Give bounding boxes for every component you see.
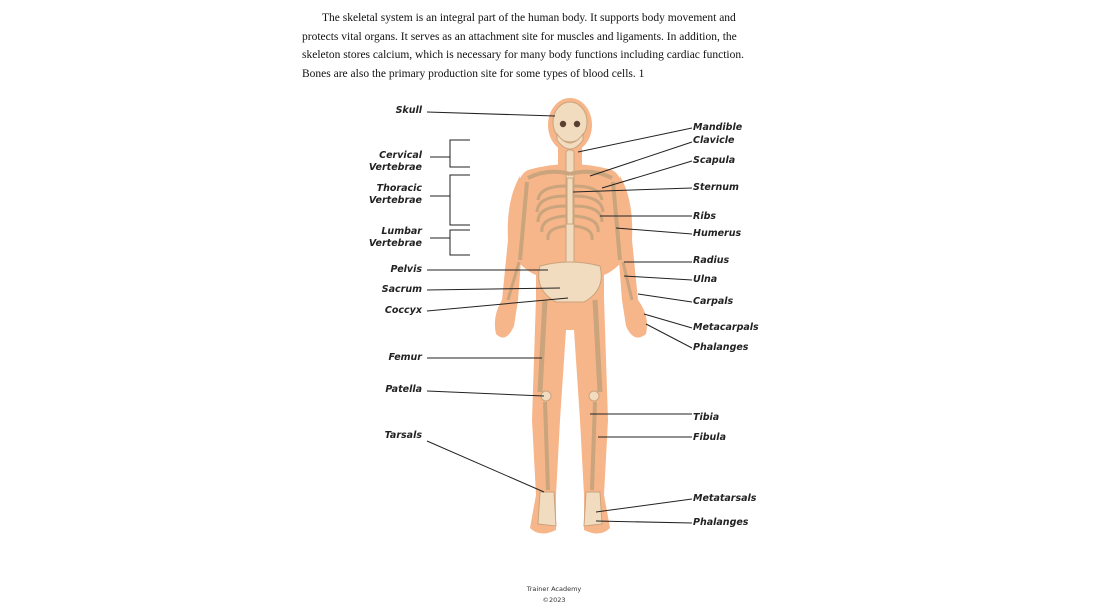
label-scapula: Scapula (693, 155, 736, 166)
label-metacarpals: Metacarpals (693, 322, 759, 333)
label-sacrum: Sacrum (381, 284, 422, 295)
label-patella: Patella (385, 384, 422, 395)
label-phalanges-hand: Phalanges (693, 342, 749, 353)
footer-org: Trainer Academy (526, 585, 582, 593)
intro-paragraph: The skeletal system is an integral part of the human body. It supports body movement and protects vital organs. It serves as an attachment site for muscles and ligaments. In addition, the skeleton stores calcium, which is necessary for many body functions including cardiac function. Bones are also the primary production site for some types of blood cells. 1 (302, 12, 744, 80)
label-cervical-vertebrae: Cervical Vertebrae (368, 150, 422, 173)
label-pelvis: Pelvis (390, 264, 422, 275)
label-clavicle: Clavicle (693, 135, 735, 146)
label-ribs: Ribs (693, 211, 717, 222)
label-lumbar-vertebrae: Lumbar Vertebrae (368, 226, 422, 249)
label-metatarsals: Metatarsals (693, 493, 757, 504)
label-coccyx: Coccyx (384, 305, 422, 316)
footer-copyright: ©2023 (542, 596, 566, 604)
label-phalanges-foot: Phalanges (693, 517, 749, 528)
label-tarsals: Tarsals (384, 430, 422, 441)
label-ulna: Ulna (693, 274, 718, 285)
label-thoracic-vertebrae: Thoracic Vertebrae (368, 183, 422, 206)
label-tibia: Tibia (693, 412, 720, 423)
label-skull: Skull (395, 105, 422, 116)
label-radius: Radius (693, 255, 730, 266)
label-mandible: Mandible (693, 122, 743, 133)
label-carpals: Carpals (693, 296, 734, 307)
footer (504, 584, 604, 606)
label-fibula: Fibula (693, 432, 726, 443)
label-sternum: Sternum (693, 182, 739, 193)
label-femur: Femur (388, 352, 422, 363)
label-humerus: Humerus (693, 228, 742, 239)
